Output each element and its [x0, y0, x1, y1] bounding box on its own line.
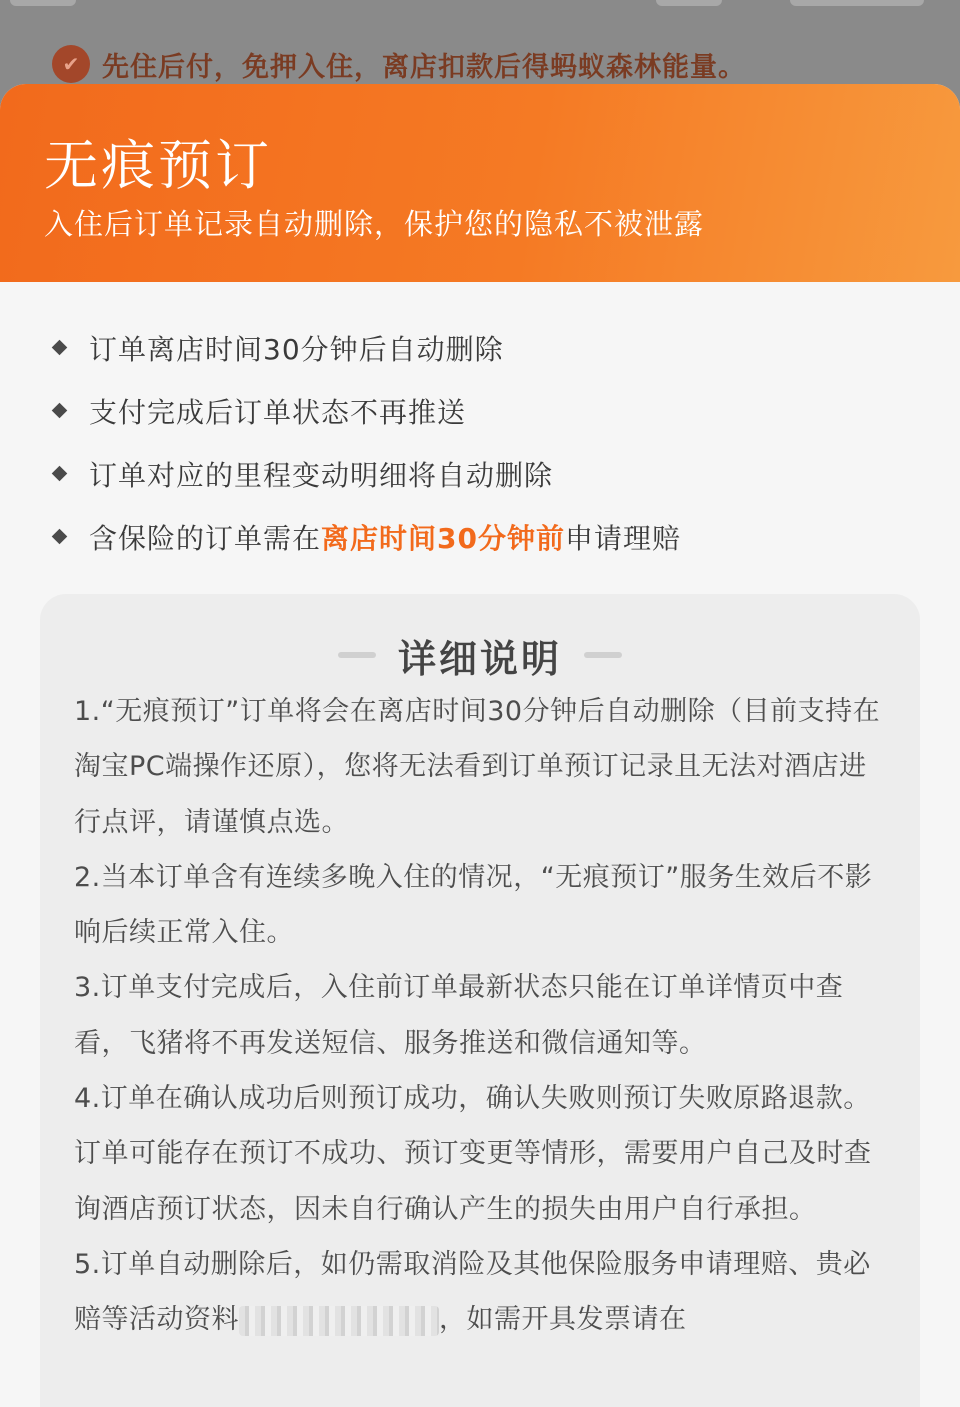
feature-text-highlight: 离店时间30分钟前 [321, 521, 565, 555]
heading-divider [584, 652, 622, 658]
feature-text-prefix: 含保险的订单需在 [89, 521, 322, 555]
diamond-bullet-icon [52, 466, 68, 482]
detail-item [74, 1237, 894, 1348]
heading-divider [338, 652, 376, 658]
background-tab [10, 0, 76, 6]
background-tab [656, 0, 722, 6]
traceless-booking-sheet [0, 84, 960, 1407]
feature-text: 订单对应的里程变动明细将自动删除 [89, 458, 554, 492]
feature-item [50, 316, 930, 379]
feature-item [50, 379, 930, 442]
feature-item [50, 442, 930, 505]
detail-item-start: 5.订单自动删除后，如仍需取消险及其他保险服务申请理赔、贵必赔等活动资料 [74, 1248, 871, 1336]
diamond-bullet-icon [52, 403, 68, 419]
detail-item-end: ，如需开具发票请在 [439, 1304, 687, 1336]
feature-list [50, 316, 930, 568]
detail-item: 1.“无痕预订”订单将会在离店时间30分钟后自动删除（目前支持在淘宝PC端操作还原），您将无法看到订单预订记录且无法对酒店进行点评，请谨慎点选。 [74, 696, 881, 838]
notice-text: 先住后付，免押入住，离店扣款后得蚂蚁森林能量。 [102, 51, 746, 83]
diamond-bullet-icon [52, 529, 68, 545]
censored-text-mosaic [239, 1306, 439, 1336]
header-banner [0, 84, 960, 282]
feature-text: 支付完成后订单状态不再推送 [89, 395, 467, 429]
feature-text [89, 517, 681, 557]
sheet-title: 无痕预订 [44, 134, 272, 197]
diamond-bullet-icon [52, 340, 68, 356]
sheet-subtitle: 入住后订单记录自动删除，保护您的隐私不被泄露 [44, 207, 705, 241]
details-body [74, 684, 894, 1348]
background-notice [52, 44, 746, 84]
feature-text-suffix: 申请理赔 [564, 521, 681, 555]
detail-item: 2.当本订单含有连续多晚入住的情况，“无痕预订”服务生效后不影响后续正常入住。 [74, 861, 873, 949]
details-heading [40, 630, 920, 680]
feature-text: 订单离店时间30分钟后自动删除 [89, 332, 504, 366]
details-panel [40, 594, 920, 1407]
thumb-icon: ✔ [52, 45, 90, 83]
detail-item: 4.订单在确认成功后则预订成功，确认失败则预订失败原路退款。订单可能存在预订不成功、预订变更等情形，需要用户自己及时查询酒店预订状态，因未自行确认产生的损失由用户自行承担。 [74, 1083, 872, 1225]
background-tab [790, 0, 924, 6]
feature-item [50, 505, 930, 568]
detail-item: 3.订单支付完成后，入住前订单最新状态只能在订单详情页中查看，飞猪将不再发送短信、服务推送和微信通知等。 [74, 972, 844, 1059]
details-title: 详细说明 [397, 636, 562, 681]
